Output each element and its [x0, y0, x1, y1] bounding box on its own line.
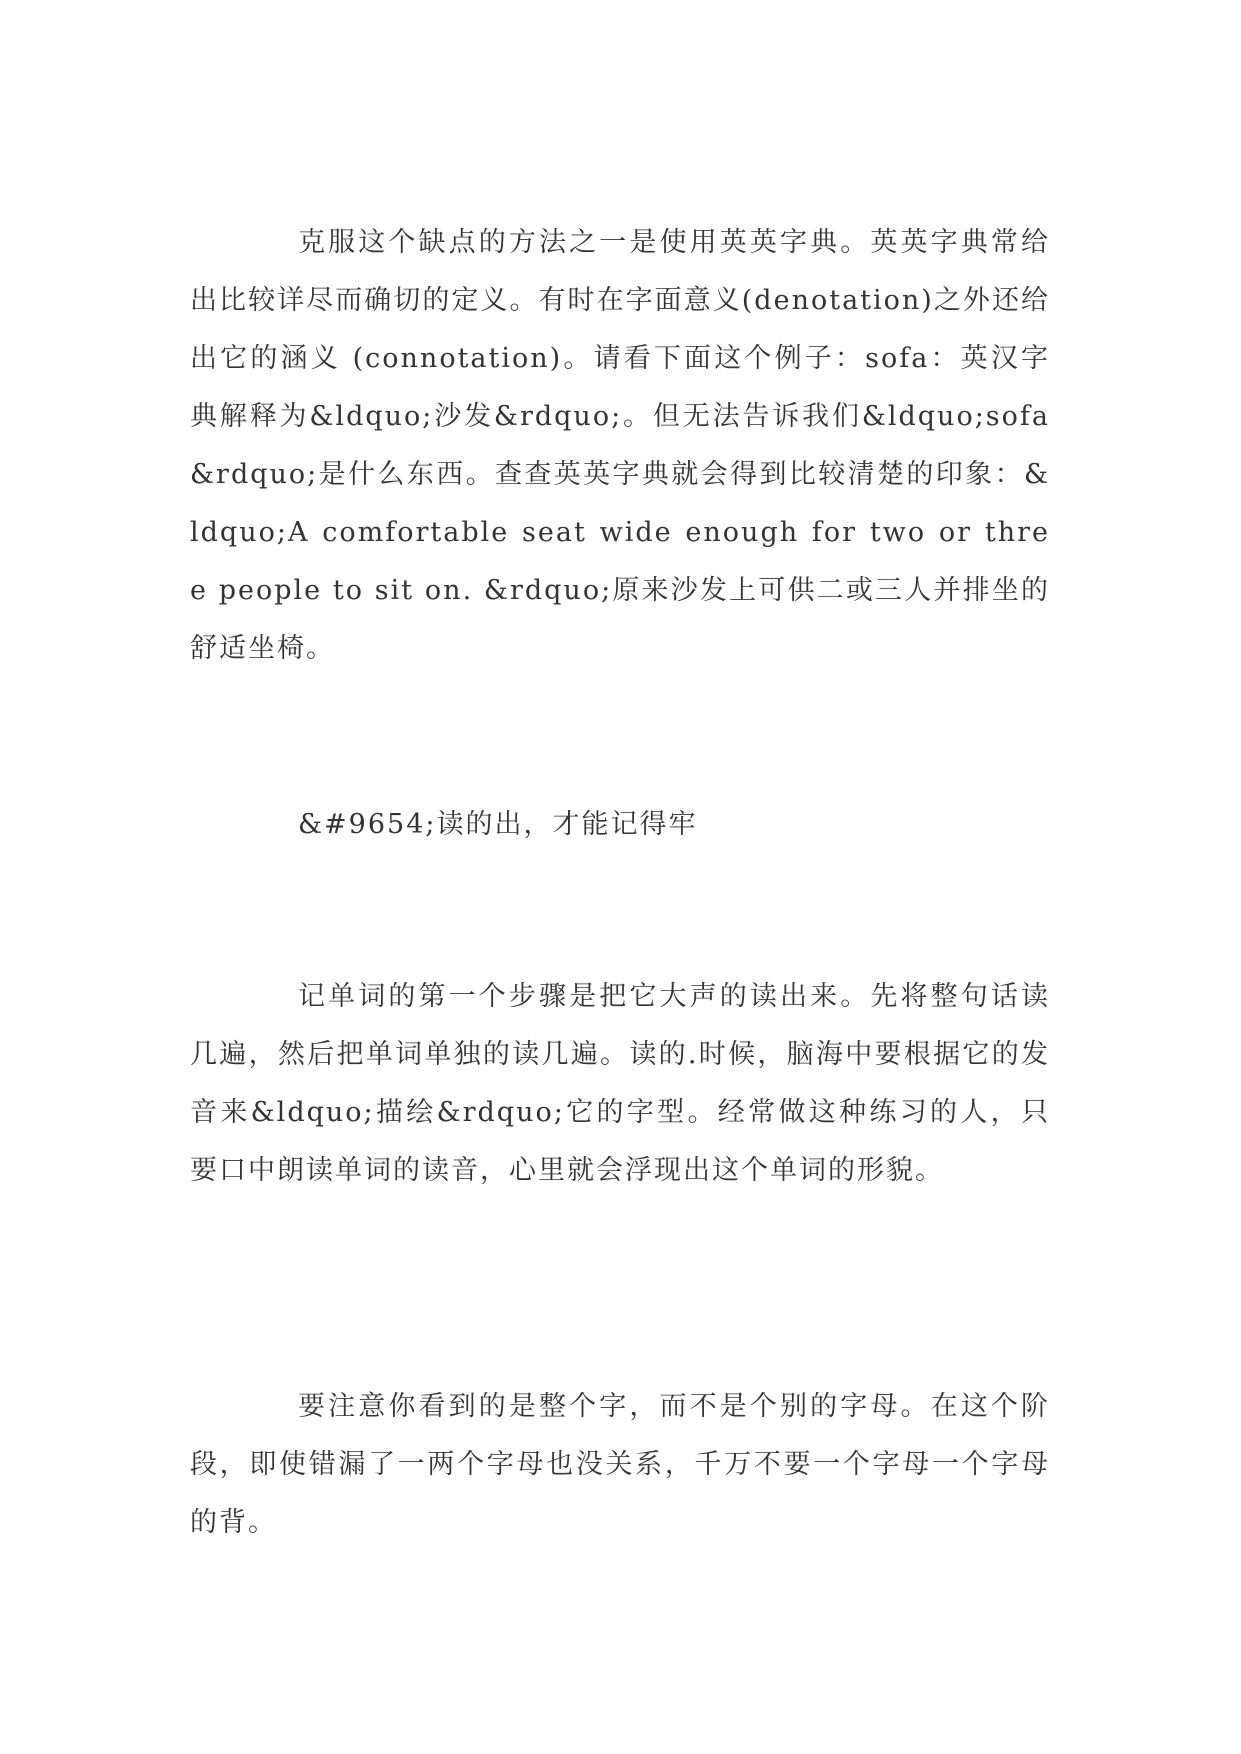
section-heading-read-aloud: &#9654;读的出，才能记得牢	[298, 809, 698, 840]
paragraph-whole-word: 要注意你看到的是整个字，而不是个别的字母。在这个阶段，即使错漏了一两个字母也没关系，千万不要一个字母一个字母的背。	[190, 1391, 1050, 1538]
paragraph-english-dictionary: 克服这个缺点的方法之一是使用英英字典。英英字典常给出比较详尽而确切的定义。有时在字面意义(denotation)之外还给出它的涵义 (connotation)。请看下面这个例子：sofa：英汉字典解释为&ldquo;沙发&rdquo;。但无法告诉我们&ldquo;sofa&rdquo;是什么东西。查查英英字典就会得到比较清楚的印象：&ldquo;A comfortable seat wide enough for two or three people to sit on. &rdquo;原来沙发上可供二或三人并排坐的舒适坐椅。	[190, 227, 1050, 664]
paragraph-read-aloud: 记单词的第一个步骤是把它大声的读出来。先将整句话读几遍，然后把单词单独的读几遍。读的.时候，脑海中要根据它的发音来&ldquo;描绘&rdquo;它的字型。经常做这种练习的人，只要口中朗读单词的读音，心里就会浮现出这个单词的形貌。	[190, 981, 1050, 1186]
